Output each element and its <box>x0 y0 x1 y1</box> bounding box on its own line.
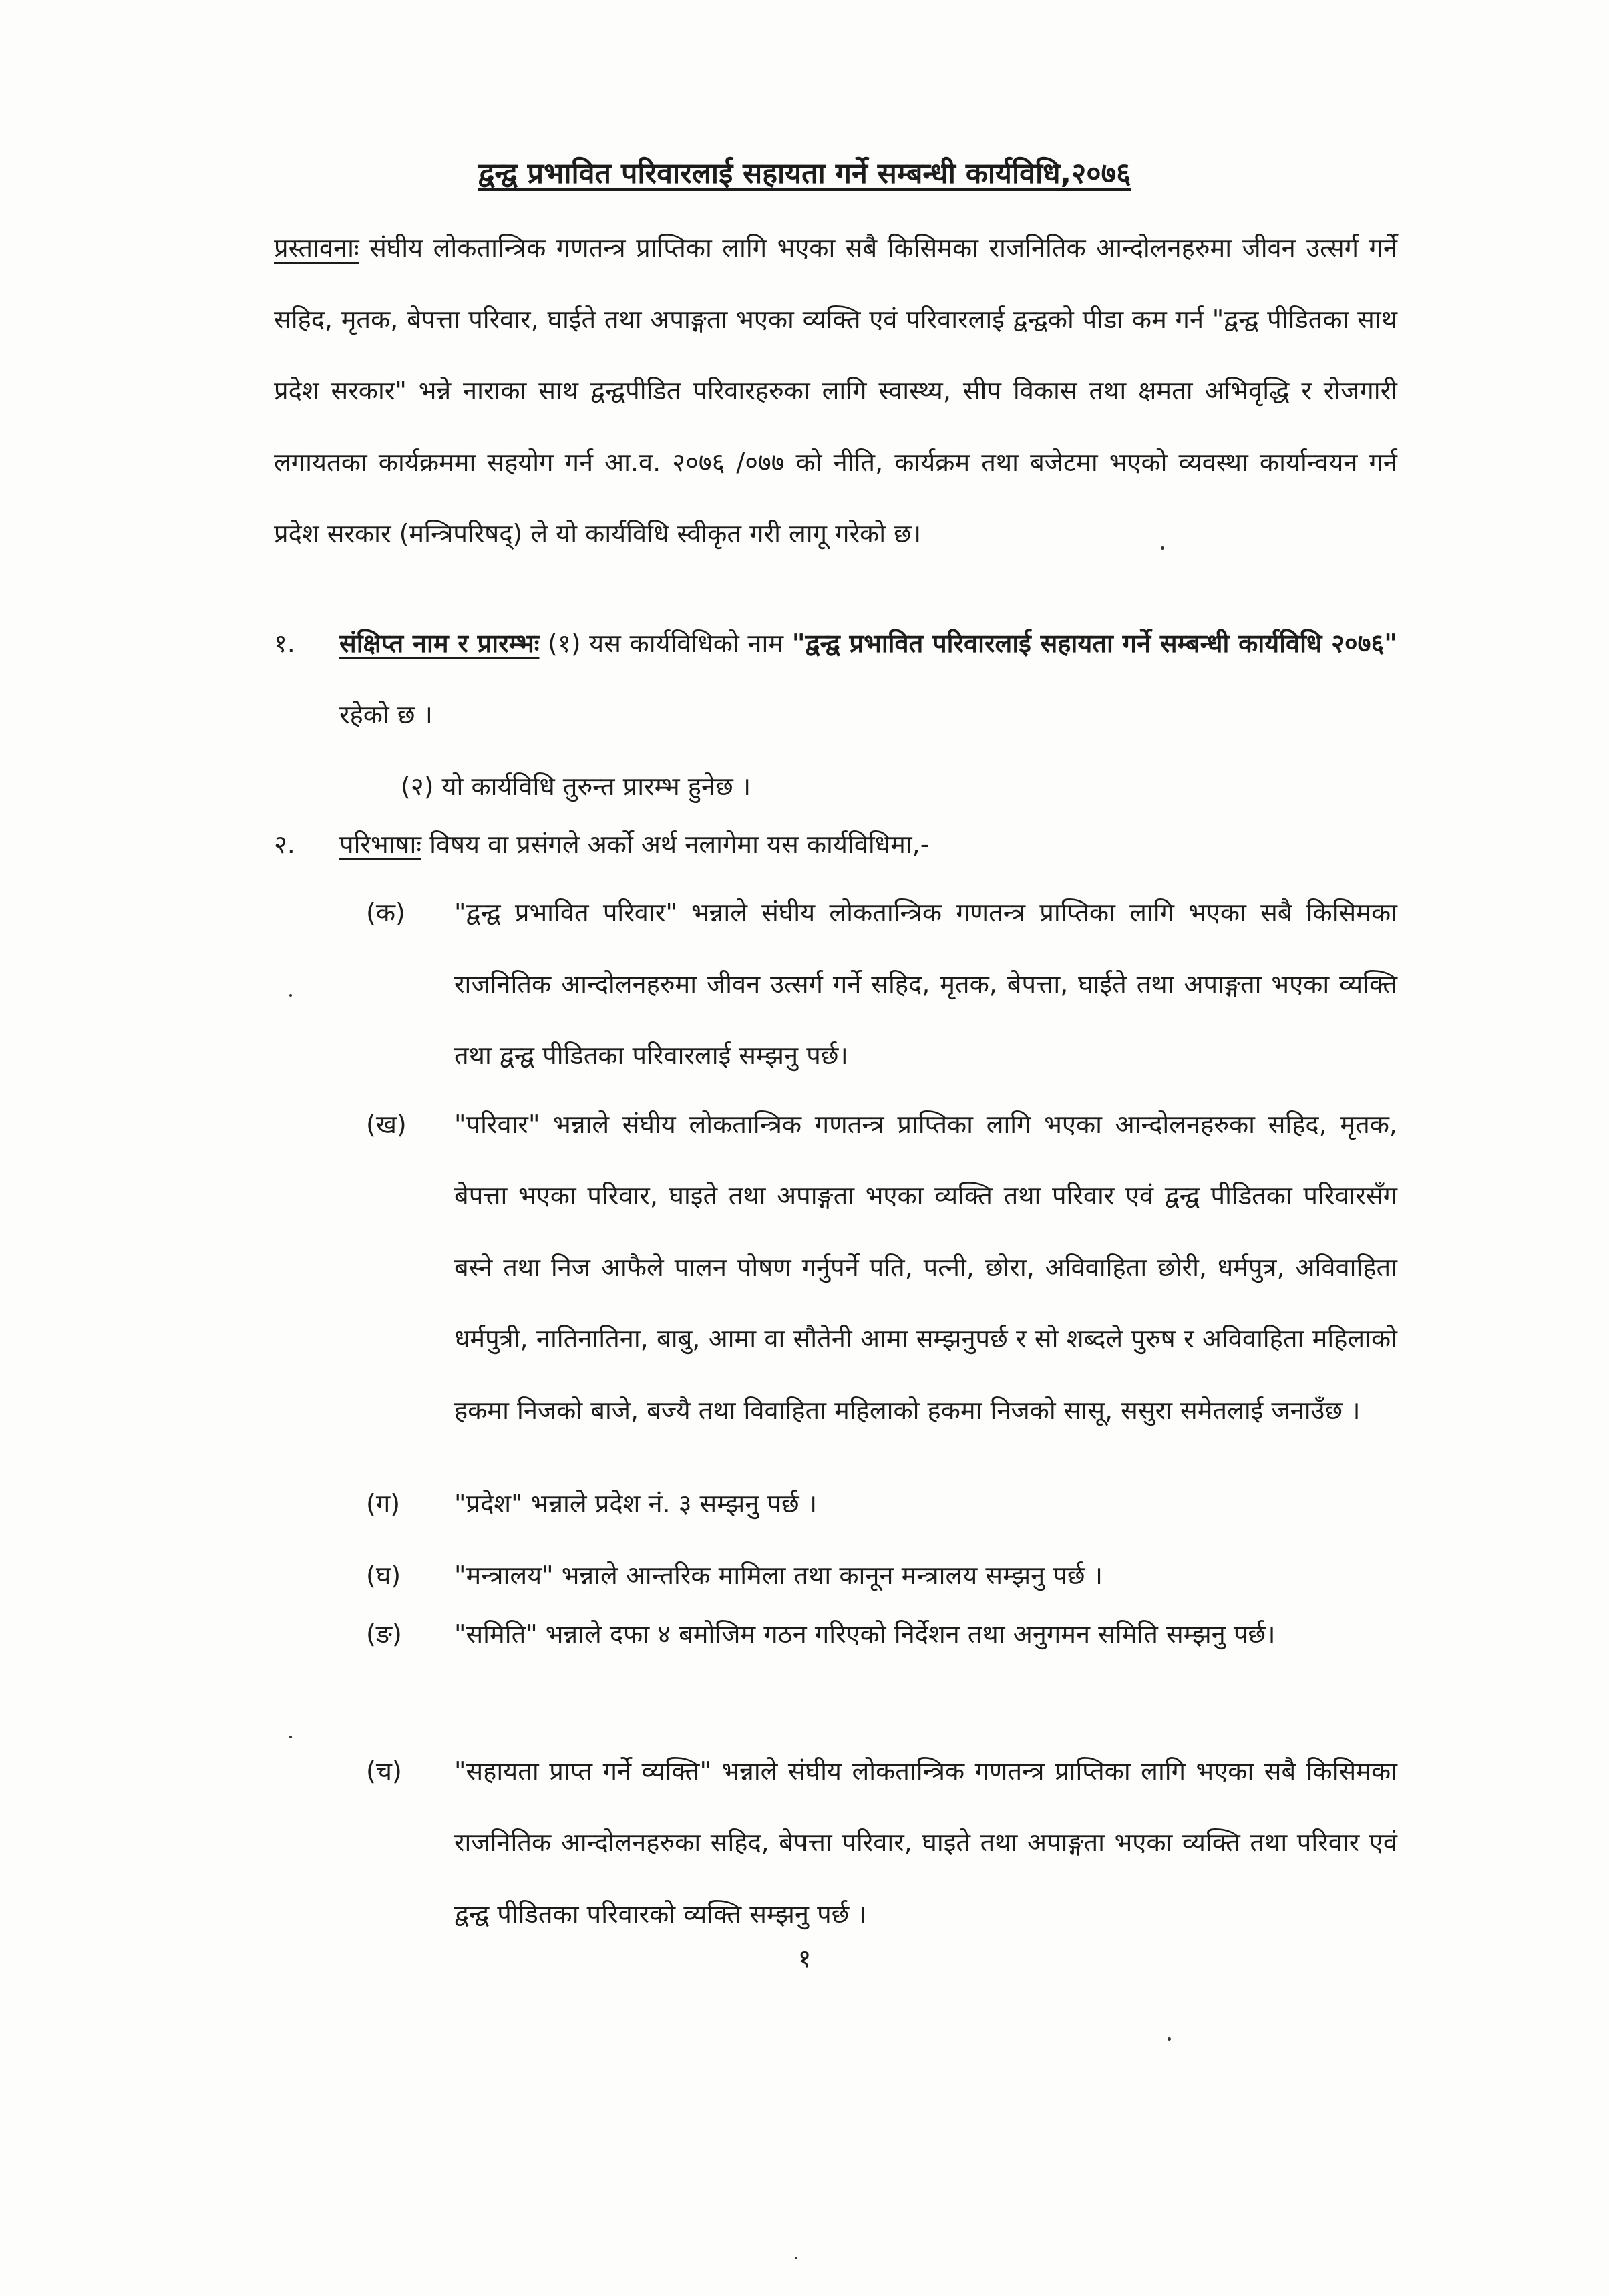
definition-text: "समिति" भन्नाले दफा ४ बमोजिम गठन गरिएको निर्देशन तथा अनुगमन समिति सम्झनु पर्छ। <box>454 1619 1276 1649</box>
section-1-clause-1-name: "द्वन्द्व प्रभावित परिवारलाई सहायता गर्ने सम्बन्धी कार्यविधि २०७६" <box>791 629 1398 658</box>
scan-speck <box>289 994 292 997</box>
definition-text: "परिवार" भन्नाले संघीय लोकतान्त्रिक गणतन्त्र प्राप्तिका लागि भएका आन्दोलनहरुका सहिद, मृतक, बेपत्ता भएका परिवार, घाइते तथा अपाङ्गता भएका व्यक्ति तथा परिवार एवं द्वन्द्व पीडितका परिवारसँग बस्ने तथा निज आफैले पालन पोषण गर्नुपर्ने पति, पत्नी, छोरा, अविवाहिता छोरी, धर्मपुत्र, अविवाहिता धर्मपुत्री, नातिनातिना, बाबु, आमा वा सौतेनी आमा सम्झनुपर्छ र सो शब्दले पुरुष र अविवाहिता महिलाको हकमा निजको बाजे, बज्यै तथा विवाहिता महिलाको हकमा निजको सासू, ससुरा समेतलाई जनाउँछ । <box>454 1110 1397 1425</box>
definition-text: "प्रदेश" भन्नाले प्रदेश नं. ३ सम्झनु पर्छ । <box>454 1489 818 1518</box>
definition-label: (ङ) <box>366 1619 402 1649</box>
definition-label: (क) <box>366 898 405 927</box>
section-2-number: २. <box>274 830 295 859</box>
definition-label: (घ) <box>366 1561 401 1590</box>
section-1-number: १. <box>274 629 295 658</box>
preamble <box>274 212 1397 570</box>
scan-speck <box>1161 546 1164 550</box>
section-1-clause-2: (२) यो कार्यविधि तुरुन्त प्रारम्भ हुनेछ । <box>401 772 751 801</box>
preamble-text: संघीय लोकतान्त्रिक गणतन्त्र प्राप्तिका लागि भएका सबै किसिमका राजनितिक आन्दोलनहरुमा जीवन उत्सर्ग गर्ने सहिद, मृतक, बेपत्ता परिवार, घाईते तथा अपाङ्गता भएका व्यक्ति एवं परिवारलाई द्वन्द्वको पीडा कम गर्न "द्वन्द्व पीडितका साथ प्रदेश सरकार" भन्ने नाराका साथ द्वन्द्वपीडित परिवारहरुका लागि स्वास्थ्य, सीप विकास तथा क्षमता अभिवृद्धि र रोजगारी लगायतका कार्यक्रममा सहयोग गर्न आ.व. २०७६ /०७७ को नीति, कार्यक्रम तथा बजेटमा भएको व्यवस्था कार्यान्वयन गर्न प्रदेश सरकार (मन्त्रिपरिषद्) ले यो कार्यविधि स्वीकृत गरी लागू गरेको छ। <box>274 233 1397 548</box>
definition-text: "सहायता प्राप्त गर्ने व्यक्ति" भन्नाले संघीय लोकतान्त्रिक गणतन्त्र प्राप्तिका लागि भएका सबै किसिमका राजनितिक आन्दोलनहरुका सहिद, बेपत्ता परिवार, घाइते तथा अपाङ्गता भएका व्यक्ति तथा परिवार एवं द्वन्द्व पीडितका परिवारको व्यक्ति सम्झनु पर्छ । <box>454 1756 1397 1929</box>
section-2-intro: विषय वा प्रसंगले अर्को अर्थ नलागेमा यस कार्यविधिमा,- <box>429 830 930 859</box>
section-2-heading: परिभाषाः <box>339 830 422 859</box>
definition-text: "द्वन्द्व प्रभावित परिवार" भन्नाले संघीय लोकतान्त्रिक गणतन्त्र प्राप्तिका लागि भएका सबै किसिमका राजनितिक आन्दोलनहरुमा जीवन उत्सर्ग गर्ने सहिद, मृतक, बेपत्ता, घाईते तथा अपाङ्गता भएका व्यक्ति तथा द्वन्द्व पीडितका परिवारलाई सम्झनु पर्छ। <box>454 898 1397 1070</box>
scan-speck <box>1168 2037 1171 2041</box>
section-1-clause-1-suffix: रहेको छ । <box>339 700 433 729</box>
page-number: १ <box>797 1944 812 1973</box>
scan-speck <box>289 1736 292 1738</box>
section-1-clause-1-prefix: (१) यस कार्यविधिको नाम <box>548 629 784 658</box>
scan-speck <box>795 2257 797 2259</box>
document-title: द्वन्द्व प्रभावित परिवारलाई सहायता गर्ने सम्बन्धी कार्यविधि,२०७६ <box>478 157 1131 190</box>
definition-text: "मन्त्रालय" भन्नाले आन्तरिक मामिला तथा कानून मन्त्रालय सम्झनु पर्छ । <box>454 1561 1103 1590</box>
definition-label: (ग) <box>366 1489 401 1518</box>
definition-label: (च) <box>366 1756 402 1786</box>
preamble-label: प्रस्तावनाः <box>274 233 359 263</box>
definition-label: (ख) <box>366 1110 407 1139</box>
section-1-heading: संक्षिप्त नाम र प्रारम्भः <box>339 629 540 658</box>
